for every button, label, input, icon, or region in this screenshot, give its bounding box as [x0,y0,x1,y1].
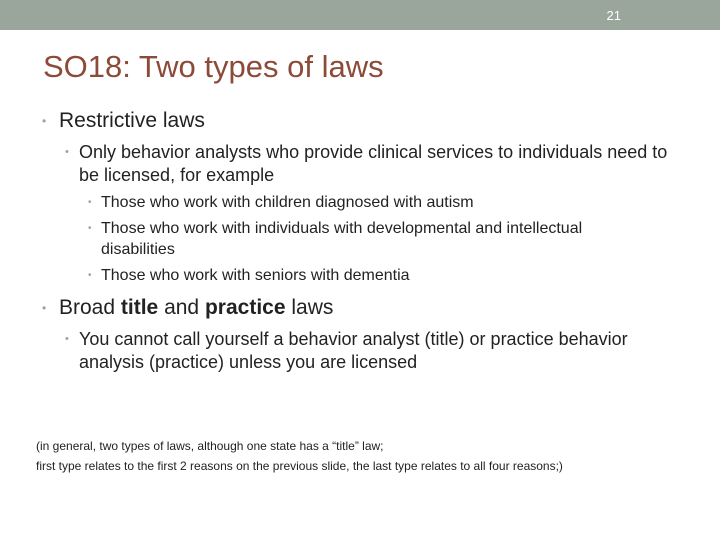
speaker-note [36,436,563,476]
slide-number: 21 [606,8,621,23]
broad-practice-emphasis: practice [204,296,286,319]
bullet-example-autism [88,192,658,213]
bullet-text: Those who work with children diagnosed with autism [101,194,474,211]
bullet-text: You cannot call yourself a behavior analyst (title) or practice behavior analysis (practice) unless you are licensed [79,329,628,372]
bullet-example-developmental [88,218,658,260]
bullet-text: Only behavior analysts who provide clinical services to individuals need to be licensed, for example [79,142,668,185]
bullet-broad-laws [42,295,333,321]
bullet-marker: • [88,270,92,281]
broad-title-emphasis: title [120,296,159,319]
bullet-marker: • [65,146,69,158]
bullet-broad-description [65,328,675,374]
slide-title: SO18: Two types of laws [43,49,384,84]
note-line-1: (in general, two types of laws, although one state has a “title” law; [36,439,384,453]
note-line-2: first type relates to the first 2 reasons on the previous slide, the last type relates to all four reasons;) [36,459,563,473]
broad-suffix: laws [291,296,334,319]
bullet-restrictive-laws [42,108,205,134]
bullet-text: Those who work with seniors with dementia [101,267,410,284]
bullet-marker: • [42,114,47,128]
bullet-restrictive-description [65,141,675,187]
bullet-example-dementia [88,265,658,286]
bullet-marker: • [88,223,92,234]
bullet-text: Restrictive laws [59,109,205,132]
bullet-text [59,295,333,321]
bullet-marker: • [42,301,47,315]
bullet-marker: • [88,197,92,208]
bullet-marker: • [65,333,69,345]
broad-and: and [164,296,200,319]
broad-prefix: Broad [59,296,116,319]
bullet-text: Those who work with individuals with developmental and intellectual disabilities [101,220,583,258]
